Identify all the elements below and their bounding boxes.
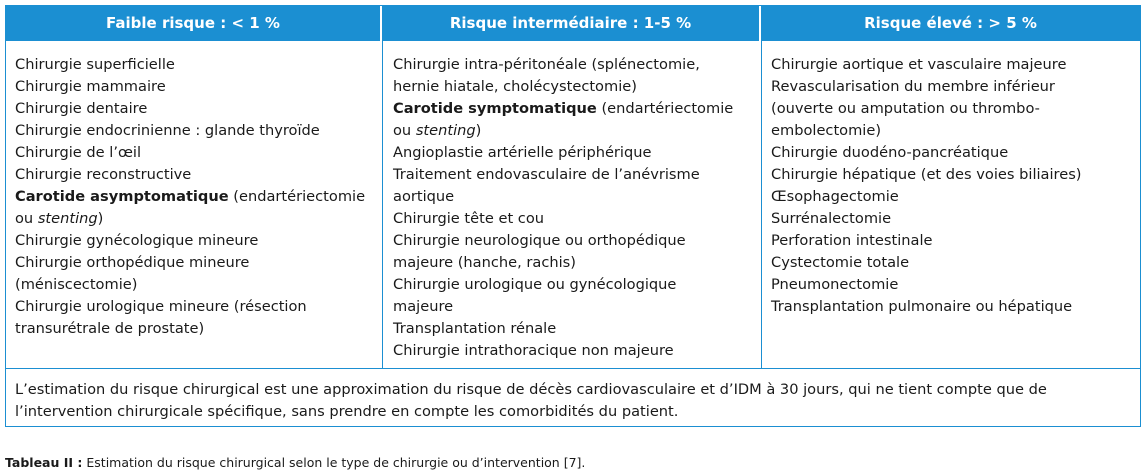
list-item — [771, 230, 1135, 252]
column-divider — [382, 41, 383, 368]
list-item-text: Chirurgie orthopédique mineure (méniscectomie) — [15, 254, 250, 293]
list-item-text: Chirurgie superficielle — [15, 56, 175, 73]
list-item-bold: Carotide symptomatique — [393, 100, 597, 117]
list-item-bold: Carotide asymptomatique — [15, 188, 229, 205]
list-item — [771, 164, 1135, 186]
list-item-text: Cystectomie totale — [771, 254, 910, 271]
list-item-text: Transplantation rénale — [393, 320, 557, 337]
list-item — [393, 54, 757, 98]
list-item — [393, 274, 757, 318]
list-item — [771, 186, 1135, 208]
column-high-risk — [771, 54, 1135, 318]
list-item — [393, 164, 757, 208]
table-note: L’estimation du risque chirurgical est une approximation du risque de décès cardiovasculaire et d’IDM à 30 jours, qui ne tient compte que de l’intervention chirurgicale spécifique, sans prendre en compte les comorbidités du patient. — [15, 381, 1047, 420]
list-item-text: Chirurgie tête et cou — [393, 210, 545, 227]
list-item-text: Chirurgie mammaire — [15, 78, 166, 95]
list-item — [771, 208, 1135, 230]
list-item-text: Chirurgie urologique ou gynécologique majeure — [393, 276, 677, 315]
column-low-risk — [15, 54, 375, 340]
list-item-text: Chirurgie gynécologique mineure — [15, 232, 259, 249]
list-item — [15, 164, 375, 186]
list-item-text: Pneumonectomie — [771, 276, 899, 293]
list-item-text: (endartériectomie ou — [15, 188, 366, 227]
list-item — [771, 54, 1135, 76]
list-item-text: Chirurgie duodéno-pancréatique — [771, 144, 1009, 161]
caption-text: Estimation du risque chirurgical selon le type de chirurgie ou d’intervention [7]. — [82, 455, 586, 470]
list-item-tail: ) — [475, 122, 482, 139]
list-item-text: Traitement endovasculaire de l’anévrisme aortique — [393, 166, 700, 205]
risk-table — [5, 5, 1141, 427]
header-low-risk: Faible risque : < 1 % — [6, 6, 382, 41]
list-item-text: Œsophagectomie — [771, 188, 899, 205]
list-item — [771, 252, 1135, 274]
list-item-text: Chirurgie dentaire — [15, 100, 148, 117]
list-item-italic: stenting — [37, 210, 98, 227]
list-item — [15, 296, 375, 340]
table-caption — [5, 455, 585, 470]
list-item-text: Revascularisation du membre inférieur (ouverte ou amputation ou thrombo- embolectomie) — [771, 78, 1055, 139]
list-item — [771, 296, 1135, 318]
list-item-text: Chirurgie hépatique (et des voies biliaires) — [771, 166, 1082, 183]
list-item — [15, 186, 375, 230]
list-item-text: (endartériectomie ou — [393, 100, 734, 139]
list-item-text: Chirurgie intra-péritonéale (splénectomie, hernie hiatale, cholécystectomie) — [393, 56, 700, 95]
column-divider — [761, 41, 762, 368]
list-item — [15, 230, 375, 252]
list-item-text: Chirurgie aortique et vasculaire majeure — [771, 56, 1067, 73]
list-item — [15, 252, 375, 296]
caption-label: Tableau II : — [5, 455, 83, 470]
list-item — [15, 98, 375, 120]
list-item-text: Chirurgie de l’œil — [15, 144, 142, 161]
list-item-italic: stenting — [415, 122, 476, 139]
list-item — [771, 142, 1135, 164]
list-item — [15, 54, 375, 76]
list-item — [15, 76, 375, 98]
list-item-text: Chirurgie neurologique ou orthopédique majeure (hanche, rachis) — [393, 232, 686, 271]
list-item-text: Chirurgie endocrinienne : glande thyroïde — [15, 122, 320, 139]
header-intermediate-risk: Risque intermédiaire : 1-5 % — [382, 6, 761, 41]
list-item — [15, 120, 375, 142]
list-item — [393, 340, 757, 362]
list-item-text: Chirurgie reconstructive — [15, 166, 192, 183]
list-item — [393, 318, 757, 340]
list-item — [771, 76, 1135, 142]
list-item-text: Chirurgie intrathoracique non majeure — [393, 342, 674, 359]
list-item — [393, 142, 757, 164]
list-item — [393, 98, 757, 142]
row-divider — [6, 368, 1140, 369]
list-item-text: Transplantation pulmonaire ou hépatique — [771, 298, 1073, 315]
list-item — [393, 208, 757, 230]
list-item-text: Perforation intestinale — [771, 232, 933, 249]
list-item-text: Chirurgie urologique mineure (résection transurétrale de prostate) — [15, 298, 307, 337]
list-item — [393, 230, 757, 274]
list-item — [771, 274, 1135, 296]
header-high-risk: Risque élevé : > 5 % — [864, 14, 1037, 32]
list-item-text: Surrénalectomie — [771, 210, 892, 227]
list-item-tail: ) — [97, 210, 104, 227]
list-item-text: Angioplastie artérielle périphérique — [393, 144, 652, 161]
table-header-row — [6, 6, 1140, 41]
list-item — [15, 142, 375, 164]
column-intermediate-risk — [393, 54, 757, 362]
